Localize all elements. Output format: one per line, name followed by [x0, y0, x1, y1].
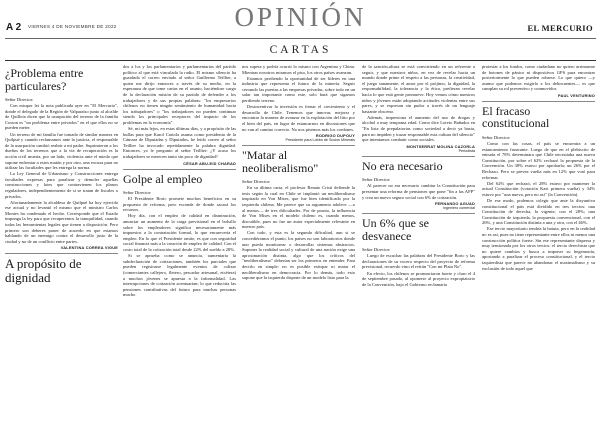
letter-signature: VALENTINA CORREA VIGUE	[60, 245, 118, 251]
signature-affiliation: Periodista	[458, 148, 475, 153]
letter-divider	[123, 169, 236, 170]
letter-paragraph: Hoy día, con el empleo de calidad en disminución, anunciar un aumento de la carga previsional en el bolsillo sobre los empleadores significa necesariamente más impuestos a la contratación formal, lo que encarecería el empleo. En lo que el Presidente omite, es que con seguridad social financia más a la creación de empleo de calidad. Con el costo total de la cotización total desde 22% del sueldo a 28%.	[123, 213, 236, 253]
letter-paragraph: Al parecer no era necesario cambiar la Constitución para presentar una reforma de pensiones que pone "fin a las AFP" y crea un nuevo seguro social con 6% de cotización.	[362, 183, 475, 200]
letter-signature: FERNANDO AGUAD	[434, 201, 475, 207]
subsection-divider	[5, 60, 596, 61]
letter-title: Golpe al empleo	[123, 171, 203, 186]
column-5	[482, 64, 595, 423]
letter-salutation: Señor Director:	[123, 190, 152, 196]
letter-title: "Matar al neoliberalismo"	[242, 148, 319, 175]
letter-paragraph: De ese modo, podemos colegir que ante la disyuntiva constitucional el país está dividido en tres tercios: una Constitución de derecha, la vigente, con el 28%; una Constitución de izquierda, la propuesta convencional, con el 26%, y una Constitución distinta a una y otra, con el 46%.	[482, 198, 595, 226]
letter-title: No era necesario	[362, 158, 443, 173]
letter-paragraph: Además, impresiona el aumento del uso de drogas y alcohol a muy temprana edad. Como dice Loreto Bañados en "En lista de prepalatorias como sociedad a decir ya basta, para no impiden y trazar responsable esta cultura del silencio" que intentamos combatir como sociales.	[362, 114, 475, 143]
letter-paragraph: Luego de escuchar las palabras del Presidente Boric y las declaraciones de su vocero respecto del proyecto de reforma previsional, recuerdo vino el refrán "Con mi Plata No".	[362, 253, 475, 270]
letter-salutation: Señor Director:	[482, 134, 511, 140]
letter-paragraph: En su última carta, el profesor Renato Cristi defiende la tesis según la cual en Chile se implantó un neoliberalismo inspirado en Von Mises, que fue bien identificado por la izquierda chilena. Me parece que su argumento adolece —o al menos— de tres dificultades. Por de pronto, la influencia de Von Mises en el modelo chileno es, cuando menos, discutible, pues no fue un autor especialmente relevante en nuestro país.	[242, 185, 355, 230]
page-number: A 2	[6, 22, 22, 33]
letter-salutation: Señor Director:	[362, 247, 391, 253]
letter-paragraph: Ese tercio mayoritario tendría la batuta, pero en la realidad no es así, pues no tiene representante entre ellos ni menos una construcción política fuerte. Sin ese representante dispersa y muy tensionada por los otros tercios: el tercio derechista que no quiere cambios y busca a imponer su hegemonía, apostando a paralizar el proceso constitucional, y el tercio izquierdista que parece no abandonar el maximalismo y su exclusión de todo aquel que	[482, 226, 595, 271]
page-header	[0, 0, 601, 62]
letter-paragraph: Afortunadamente la alcaldesa de Quilpué ha hoy ejercido ese actual y no levantó el mismo que el ministro Carlos Montes ha condenado el hecho. Corresponde que el Estado imponga la ley para que recuperemos la tranquilidad, cuando todas las herramientas legales que tienen a disposición. Pero primero son deberes poner de acuerdo en que estamos hablando de un enemigo contra el desarrollo justo de la ciudad y no de un conflicto entre partes.	[5, 199, 118, 244]
letter-signature: PAUL VENTURINO	[557, 92, 595, 98]
signature-affiliation: Ingeniero comercial	[442, 206, 475, 211]
column-4	[362, 64, 475, 423]
letter-paragraph: Si se aprueba como se anuncia, aumentaría la subdeclaración de cotizaciones, también los parciales que pueden registrarse legalmente eventos de colizar (comerciantes callejero, fletero, pescador artesanal, etcétera) a muchos jóvenes se apuesta a la informalidad. Las interrupciones de cotización acentuarían; lo que reduciría las pensiones contributivas del futuro para muchas personas mucho	[123, 253, 236, 298]
letter-title: ¿Problema entre particulares?	[5, 66, 84, 93]
subsection-title: CARTAS	[269, 44, 332, 56]
letter-paragraph: En efecto, los chilenos se pronunciaron fuerte y claro el 4 de septiembre pasado, al oponerse al proyecto expropiatorio de la Convención, bajo el Gobierno reclamaría	[362, 270, 475, 287]
letter-paragraph: Un terreno de mi familia fue tomado de similar manera en Quilpué y cuando reclamamos ante la justicia, el responsable de la usurpación cambió reabrir a mi padre. Suprimieron a los dueños de los terrenos que a la vía de recuperación es la acción civil muerta, por un lado, violencia ante el miedo que supone enfrentar a estos matón y por otro, una excusa para no utilizar las facultades que les entrega la norma.	[5, 131, 118, 171]
letter-paragraph: Con estupor lei la nota publicada ayer en "El Mercurio", donde el delegado de la Región de Valparaíso junto al alcalde de Quillota dicen que la usurpación del terreno de la familia Coston es "un problema entre privados" en el que ellos no se pueden meter.	[5, 103, 118, 131]
letter-paragraph: El Presidente Boric promete muchos beneficios en su propuesta de reforma, pero esconde de donde sacará los recursos.	[123, 196, 236, 213]
letter-signature: CÉSAR ABU-EID CHARAD	[183, 160, 236, 166]
header-divider	[5, 38, 596, 39]
letter-salutation: Señor Director:	[5, 97, 34, 102]
letter-title: A propósito de dignidad	[5, 256, 82, 285]
letter-divider	[5, 253, 118, 254]
letter-paragraph: Estamos perdiendo la oportunidad de ser líderes en una industria que representa el futuro de la minería. Seguir cerrando las puertas a las empresas privadas, sobre todo en un salar tan importante como este, solo hará que sigamos perdiendo terreno.	[242, 75, 355, 104]
letter-divider	[242, 145, 355, 146]
letter-paragraph: dos a los y los parlamentarios y parlamentarias del partido político al que está vinculada la radio. El mismo silencio ha guardado el correo enviado al señor Guillermo Teillier, a quien me dirijo entonces a través de su medio, en la esperanza de que tome cartas en el asunto, haciéndose cargo de la declaración misión de su partido de defender a los trabajadores y de sus propias palabras: "los empresarios chilenos no tienen ningún sentimiento de humanidad hacia los trabajadores" o "los trabajadores no pueden continuar siendo los principales receptores del impacto de los problemas en la economía".	[123, 64, 236, 125]
letter-paragraph: nos supera y podría ocurrir lo mismo con Argentina y China. Mientras nosotros miramos el piso, los otros países avanzan.	[242, 64, 355, 75]
column-3	[242, 64, 355, 423]
issue-date: VIERNES 4 DE NOVIEMBRE DE 2022	[28, 24, 117, 29]
signature-affiliation: Presidente para Lobbo de Socios Minerals	[285, 138, 355, 143]
column-2	[123, 64, 236, 423]
letter-divider	[362, 156, 475, 157]
letter-title: El fracaso constitucional	[482, 103, 550, 131]
letter-paragraph: de la sanción,ultura se está convirtiendo en un referente a seguir, y que nuestros niños, en vez de revelar hacia un mundo donde prime el respeto a las personas, la creatividad, el juego sanamente, el amor por el prójimo, la dignidad, la responsabilidad, la tolerancia y la ética, prefieran revelar hacia lo que está gente promueve. Hoy vemos cómo nuestros niños y jóvenes están adoptando actitudes violentas entre sus pares, y se expresan sin pudor a través de un lenguaje bastante obsceno.	[362, 64, 475, 114]
letter-signature: RODRIGO DUPOUY	[315, 133, 355, 139]
column-1	[5, 64, 118, 423]
letter-paragraph: La Ley General de Urbanismo y Construcciones entrega facultades expresas para paralizar y demoler aquellas construcciones y lotes que contravienen los planos reguladores, independientemente de si se tratan de fiscales o privados.	[5, 171, 118, 199]
letter-paragraph: protestar a los fondos, como ciudadano no quiero arrimarme de botones de pánico ni dispositivos GPS para encontrar posteriormente lo que pueden robarse. Lo que quiero —y asumo que podemos exigirlo a los delincuentes— es que cumplan su rol preventivo y conmovidor.	[482, 64, 595, 92]
letter-paragraph: Desincentivar la inversión es frenar el crecimiento y el desarrollo de Chile. Tenemos que innovar, mejorar y encontrar la manera de avanzar en la explotación del litio por el bien del país, en lugar de estancarnos en discusiones que no van al camino correcto. No nos pisemos más los cordones.	[242, 104, 355, 132]
letter-paragraph: Del 62% que rechazó, el 28% estuvo por mantener la actual Constitución (votación Kast primera vuelta) y 34% estuvo por "una nueva, pero no así" (la Convención).	[482, 180, 595, 197]
letter-title: Un 6% que se desvanece	[362, 216, 429, 243]
letter-salutation: Señor Director:	[362, 177, 391, 183]
letter-divider	[362, 213, 475, 214]
newspaper-name: EL MERCURIO	[527, 23, 593, 33]
letter-salutation: Señor Director:	[242, 179, 271, 185]
letter-paragraph: Con todo, y esta es la segunda dificultad, aun si se concediéramos el punto, los países no son laboratorios donde uno pueda monitorear o desarrollar sistemas abstractos. Suponer la realidad social y cultural de una nación exige una aproximación distinta, algo que los críticos del "neoliberalismo" deberían ser los primeros en entender. Para decirlo en simple: no es posible extirpar ni matar el neoliberalismo en democracia. Por lo demás, todo esto supone que la izquierda dispone de un modelo listo para la	[242, 230, 355, 281]
section-title: OPINIÓN	[234, 2, 367, 32]
letter-signature: MONTSERRAT MOLINA CAZORLA	[406, 143, 475, 149]
letter-paragraph: Sé, mi más lejos, en estas últimas días, y a propósito de las bullas para que Karol Cariola asuma como presidenta de la Cámara de Diputadas y Diputados, he leído correo al señor Teillier ha invocado repetidamente la palabra dignidad. Entonces, yo le pregunto al señor Teillier: ¿Y acaso los trabajadores se merecen tanto sin poco de dignidad?	[123, 126, 236, 159]
letter-paragraph: Como con las cosas, el país se encuentra a un estancamiento frustrante. Luego de que en el plebiscito de entrada el 78% determinara que Chile necesitaba una nueva Constitución, por sobre el 62% rechazó la propuesta de la Convención. Un 38% estuvo por aprobarla; un 26% por el Rechazo. Pero se prevea vuelta más en 12% que votó para reformar.	[482, 141, 595, 180]
letter-divider	[482, 101, 595, 102]
